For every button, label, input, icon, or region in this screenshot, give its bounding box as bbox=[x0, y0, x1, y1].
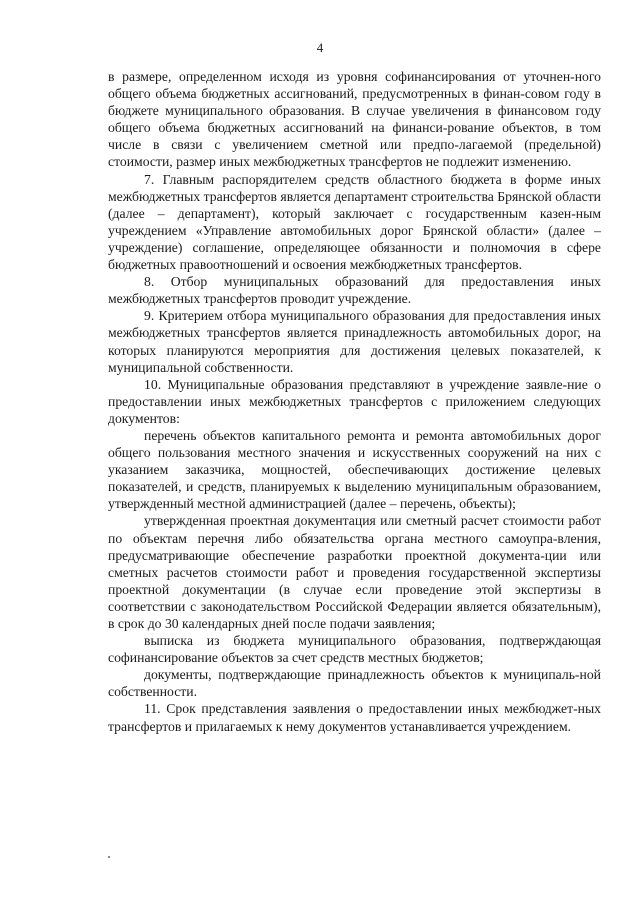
page-number: 4 bbox=[316, 40, 324, 55]
document-body bbox=[108, 68, 601, 735]
list-item-budget-extract: выписка из бюджета муниципального образования, подтверждающая софинансирование объектов за счет средств местных бюджетов; bbox=[108, 633, 601, 666]
scan-speck bbox=[108, 856, 110, 858]
paragraph-8: 8. Отбор муниципальных образований для предоставления иных межбюджетных трансфертов проводит учреждение. bbox=[108, 274, 601, 307]
list-item-ownership-documents: документы, подтверждающие принадлежность объектов к муниципаль-ной собственности. bbox=[108, 667, 601, 700]
paragraph-9: 9. Критерием отбора муниципального образования для предоставления иных межбюджетных трансфертов является принадлежность автомобильных дорог, на которых планируются мероприятия для достижения целевых показателей, к муниципальной собственности. bbox=[108, 308, 601, 375]
paragraph-7: 7. Главным распорядителем средств областного бюджета в форме иных межбюджетных трансфертов является департамент строительства Брянской области (далее – департамент), который заключает с государственным казен-ным учреждением «Управление автомобильных дорог Брянской области» (далее – учреждение) соглашение, определяющее обязанности и полномочия в сфере бюджетных правоотношений и освоения межбюджетных трансфертов. bbox=[108, 171, 601, 273]
paragraph-continuation: в размере, определенном исходя из уровня софинансирования от уточнен-ного общего объема бюджетных ассигнований, предусмотренных в финан-совом году в бюджете муниципального образования. В случае увеличения в финансовом году общего объема бюджетных ассигнований на финанси-рование объектов, в том числе в связи с увеличением сметной или предпо-лагаемой (предельной) стоимости, размер иных межбюджетных трансфертов не подлежит изменению. bbox=[108, 69, 601, 170]
paragraph-10: 10. Муниципальные образования представляют в учреждение заявле-ние о предоставлении иных межбюджетных трансфертов с приложением следующих документов: bbox=[108, 376, 601, 426]
list-item-project-documentation: утвержденная проектная документация или сметный расчет стоимости работ по объектам перечня либо обязательства органа местного самоупра-вления, предусматривающие обеспечение разработки проектной документа-ции или сметных расчетов стоимости работ и проведения государственной экспертизы проектной документации (в случае если проведение этой экспертизы в соответствии с законодательством Российской Федерации является обязательным), в срок до 30 календарных дней после подачи заявления; bbox=[108, 513, 601, 631]
paragraph-11: 11. Срок представления заявления о предоставлении иных межбюджет-ных трансфертов и прилагаемых к нему документов устанавливается учреждением. bbox=[108, 701, 601, 734]
list-item-object-list: перечень объектов капитального ремонта и ремонта автомобильных дорог общего пользования местного значения и искусственных сооружений на них с указанием заказчика, мощностей, обеспечивающих достижение целевых показателей, и средств, планируемых к выделению муниципальным образованием, утвержденный местной администрацией (далее – перечень, объекты); bbox=[108, 427, 601, 512]
